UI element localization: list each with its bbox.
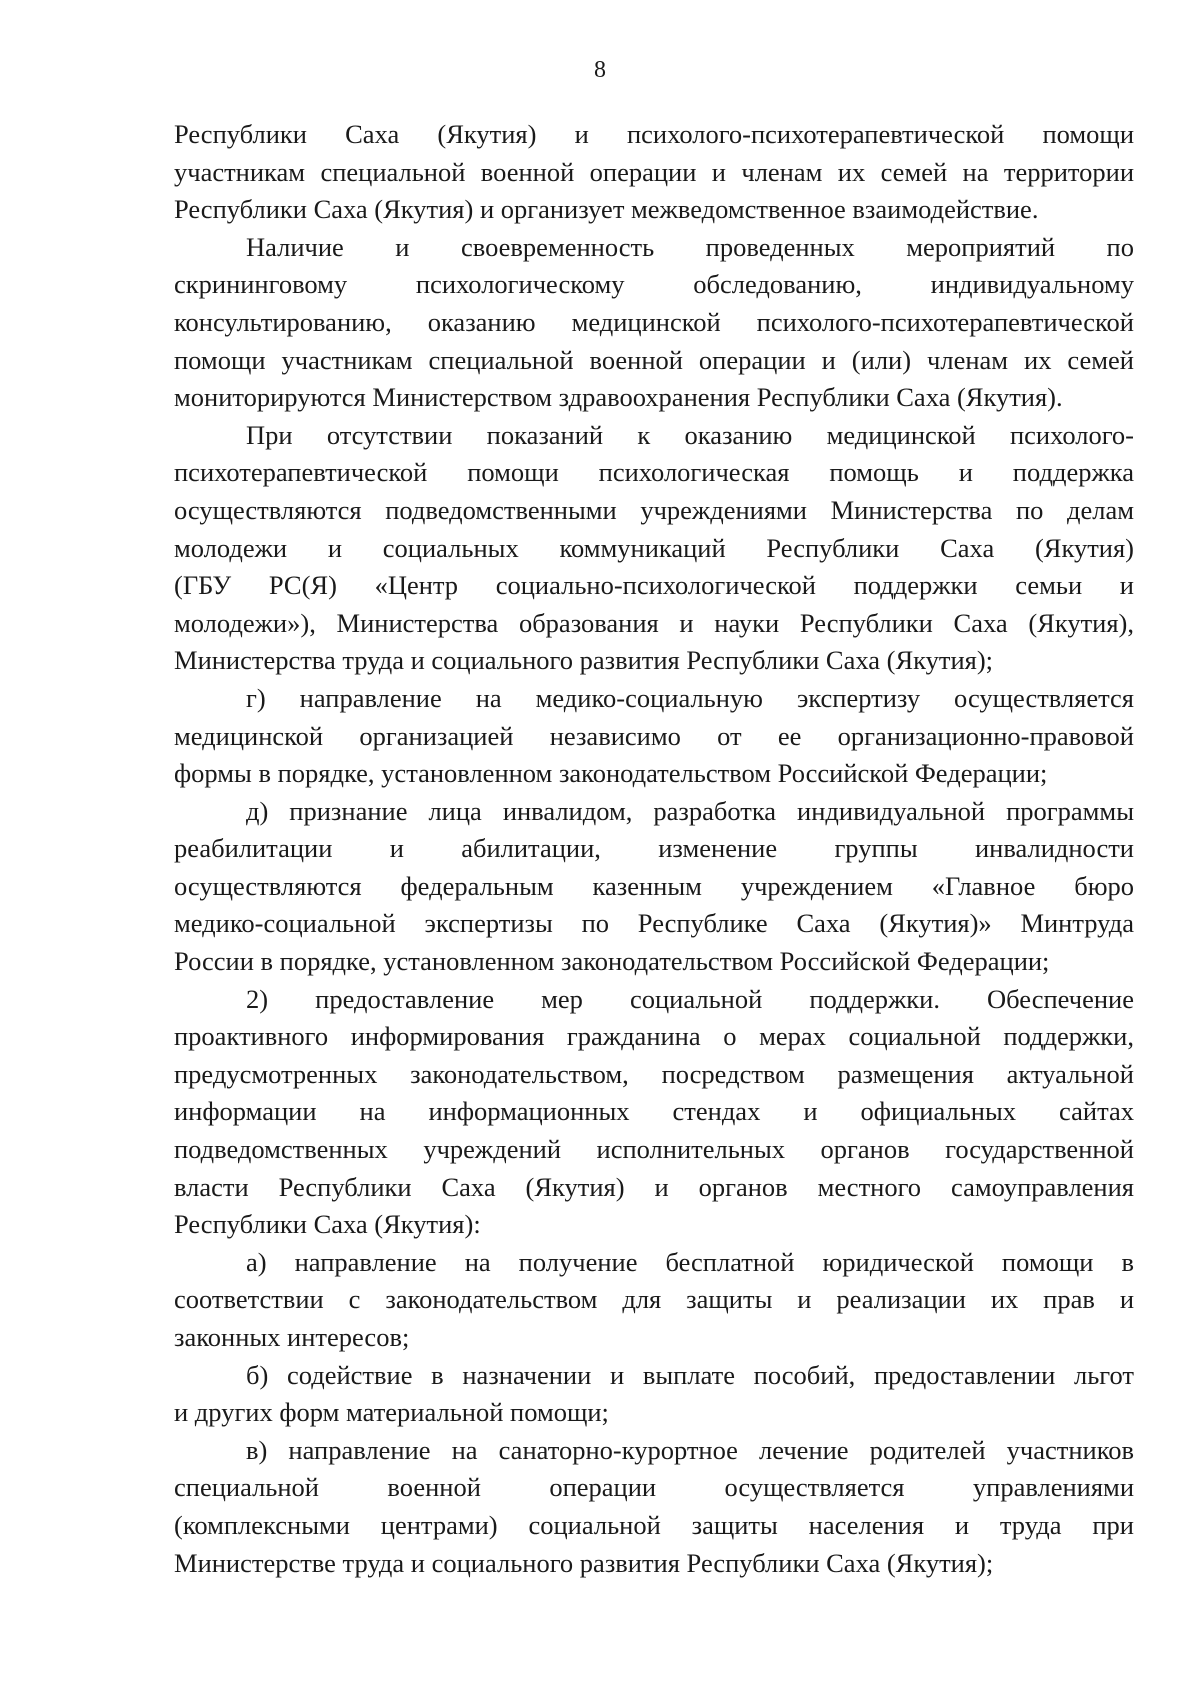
text-line: осуществляются федеральным казенным учреждением «Главное бюро <box>174 870 1134 901</box>
paragraph <box>174 417 1134 680</box>
text-line: в) направление на санаторно-курортное лечение родителей участников <box>246 1434 1134 1465</box>
text-line: медико-социальной экспертизы по Республике Саха (Якутия)» Минтруда <box>174 908 1134 939</box>
text-line: предусмотренных законодательством, посредством размещения актуальной <box>174 1058 1134 1089</box>
text-line: д) признание лица инвалидом, разработка индивидуальной программы <box>246 795 1134 826</box>
text-line: Министерства труда и социального развития Республики Саха (Якутия); <box>174 645 994 676</box>
text-line: России в порядке, установленном законодательством Российской Федерации; <box>174 946 1050 977</box>
text-line: 2) предоставление мер социальной поддержки. Обеспечение <box>246 983 1134 1014</box>
paragraph <box>174 229 1134 417</box>
document-body <box>174 116 1134 1582</box>
text-line: и других форм материальной помощи; <box>174 1397 609 1428</box>
paragraph <box>174 1244 1134 1357</box>
text-line: осуществляются подведомственными учреждениями Министерства по делам <box>174 494 1134 525</box>
text-line: участникам специальной военной операции и членам их семей на территории <box>174 156 1134 187</box>
text-line: помощи участникам специальной военной операции и (или) членам их семей <box>174 344 1134 375</box>
text-line: Министерстве труда и социального развития Республики Саха (Якутия); <box>174 1547 994 1578</box>
text-line: проактивного информирования гражданина о мерах социальной поддержки, <box>174 1021 1134 1052</box>
text-line: Республики Саха (Якутия) и психолого-психотерапевтической помощи <box>174 119 1134 149</box>
text-line: (комплексными центрами) социальной защиты населения и труда при <box>174 1509 1134 1540</box>
text-line: б) содействие в назначении и выплате пособий, предоставлении льгот <box>246 1359 1134 1390</box>
text-line: а) направление на получение бесплатной юридической помощи в <box>246 1246 1134 1277</box>
text-line: власти Республики Саха (Якутия) и органов местного самоуправления <box>174 1171 1134 1202</box>
text-line: законных интересов; <box>174 1322 410 1352</box>
paragraph <box>174 1432 1134 1582</box>
paragraph <box>174 680 1134 793</box>
text-line: информации на информационных стендах и официальных сайтах <box>174 1096 1134 1127</box>
paragraph <box>174 1357 1134 1432</box>
text-line: молодежи и социальных коммуникаций Республики Саха (Якутия) <box>174 532 1134 563</box>
text-line: При отсутствии показаний к оказанию медицинской психолого- <box>246 419 1134 450</box>
text-line: подведомственных учреждений исполнительных органов государственной <box>174 1134 1134 1165</box>
text-line: Наличие и своевременность проведенных мероприятий по <box>246 231 1134 262</box>
text-line: реабилитации и абилитации, изменение группы инвалидности <box>174 833 1134 864</box>
text-line: скрининговому психологическому обследованию, индивидуальному <box>174 269 1134 300</box>
text-line: молодежи»), Министерства образования и науки Республики Саха (Якутия), <box>174 607 1134 638</box>
paragraph <box>174 981 1134 1244</box>
text-line: г) направление на медико-социальную экспертизу осуществляется <box>246 682 1134 713</box>
text-line: соответствии с законодательством для защиты и реализации их прав и <box>174 1284 1134 1315</box>
text-line: (ГБУ РС(Я) «Центр социально-психологической поддержки семьи и <box>174 570 1134 601</box>
text-line: специальной военной операции осуществляется управлениями <box>174 1472 1134 1503</box>
text-line: медицинской организацией независимо от ее организационно-правовой <box>174 720 1134 751</box>
page-number: 8 <box>594 57 606 83</box>
text-line: психотерапевтической помощи психологическая помощь и поддержка <box>174 457 1134 488</box>
text-line: формы в порядке, установленном законодательством Российской Федерации; <box>174 758 1048 789</box>
text-line: Республики Саха (Якутия) и организует межведомственное взаимодействие. <box>174 194 1039 225</box>
text-line: Республики Саха (Якутия): <box>174 1209 481 1240</box>
text-line: консультированию, оказанию медицинской психолого-психотерапевтической <box>174 306 1134 337</box>
paragraph <box>174 793 1134 981</box>
text-line: мониторируются Министерством здравоохранения Республики Саха (Якутия). <box>174 382 1063 413</box>
paragraph <box>174 116 1134 229</box>
